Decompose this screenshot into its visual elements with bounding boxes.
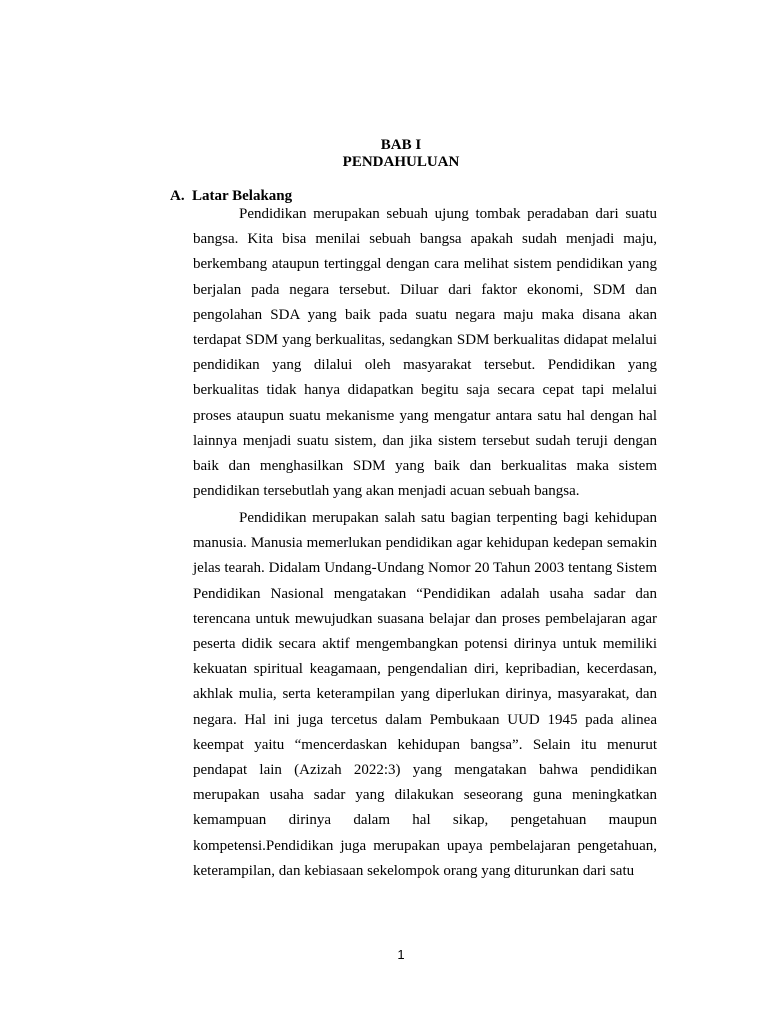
section-letter: A. bbox=[170, 188, 185, 204]
chapter-title: PENDAHULUAN bbox=[342, 154, 460, 170]
section-title: Latar Belakang bbox=[192, 188, 293, 204]
paragraph-text: Pendidikan merupakan sebuah ujung tombak peradaban dari suatu bangsa. Kita bisa menilai sebuah bangsa apakah sudah menjadi maju, berkembang ataupun tertinggal dengan cara melihat sistem pendidikan yang berjalan pada negara tersebut. Diluar dari faktor ekonomi, SDM dan pengolahan SDA yang baik pada suatu negara maju maka disana akan terdapat SDM yang berkualitas, sedangkan SDM berkualitas didapat melalui pendidikan yang dilalui oleh masyarakat tersebut. Pendidikan yang berkualitas tidak hanya didapatkan begitu saja secara cepat tapi melalui proses ataupun suatu mekanisme yang mengatur antara satu hal dengan hal lainnya menjadi suatu sistem, dan jika sistem tersebut sudah teruji dengan baik dan menghasilkan SDM yang baik dan berkualitas maka sistem pendidikan tersebutlah yang akan menjadi acuan sebuah bangsa. bbox=[193, 206, 657, 500]
page-number: 1 bbox=[397, 947, 405, 962]
body-paragraph-1 bbox=[193, 202, 657, 504]
chapter-number: BAB I bbox=[380, 137, 422, 153]
paragraph-text: Pendidikan merupakan salah satu bagian terpenting bagi kehidupan manusia. Manusia memerlukan pendidikan agar kehidupan kedepan semakin jelas tearah. Didalam Undang-Undang Nomor 20 Tahun 2003 tentang Sistem Pendidikan Nasional mengatakan “Pendidikan adalah usaha sadar dan terencana untuk mewujudkan suasana belajar dan proses pembelajaran agar peserta didik secara aktif mengembangkan potensi dirinya untuk memiliki kekuatan spiritual keagamaan, pengendalian diri, kepribadian, kecerdasan, akhlak mulia, serta keterampilan yang diperlukan dirinya, masyarakat, dan negara. Hal ini juga tercetus dalam Pembukaan UUD 1945 pada alinea keempat yaitu “mencerdaskan kehidupan bangsa”. Selain itu menurut pendapat lain (Azizah 2022:3) yang mengatakan bahwa pendidikan merupakan usaha sadar yang dilakukan seseorang guna meningkatkan kemampuan dirinya dalam hal sikap, pengetahuan maupun kompetensi.Pendidikan juga merupakan upaya pembelajaran pengetahuan, keterampilan, dan kebiasaan sekelompok orang yang diturunkan dari satu bbox=[193, 510, 657, 879]
body-paragraph-2 bbox=[193, 506, 657, 884]
